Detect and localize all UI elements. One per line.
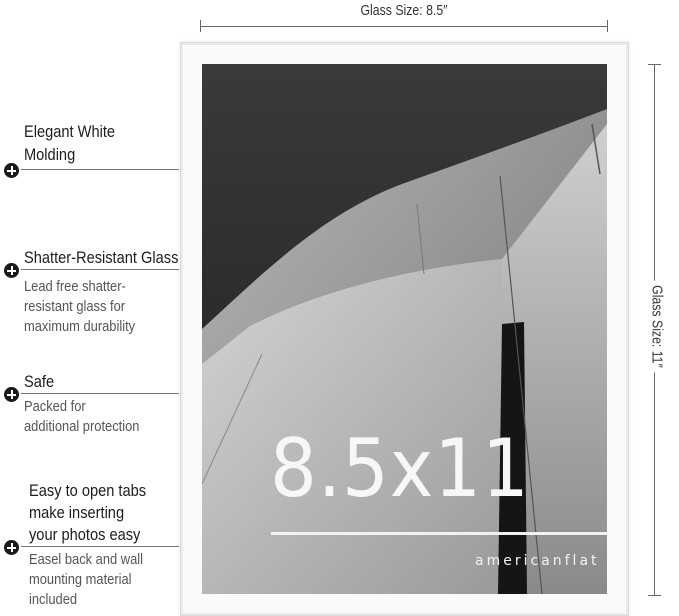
feature-title-line: Molding: [24, 145, 76, 164]
glass-width-dimension: [200, 0, 608, 40]
width-dimension-tick-right: [607, 20, 608, 32]
feature-description-line: Packed for: [24, 398, 86, 415]
height-dimension-tick-bottom: [648, 595, 661, 596]
feature-title-line: Easy to open tabs: [29, 481, 147, 500]
brand-logo-text: americanflat: [475, 553, 600, 569]
feature-description-line: resistant glass for: [24, 298, 126, 315]
feature-divider: [21, 269, 179, 270]
feature-divider: [21, 169, 179, 170]
feature-divider: [21, 393, 179, 394]
feature-title-line: your photos easy: [29, 525, 141, 544]
feature-description-line: Easel back and wall: [29, 551, 144, 568]
feature-description-line: Lead free shatter-: [24, 278, 126, 295]
height-dimension-tick-top: [648, 64, 661, 65]
feature-description-line: mounting material: [29, 571, 132, 588]
plus-circle-icon: [4, 540, 19, 555]
glass-width-label: Glass Size: 8.5″: [356, 2, 453, 19]
feature-description-line: additional protection: [24, 418, 140, 435]
frame-size-text: 8.5x11: [270, 422, 530, 515]
feature-title-line: Safe: [24, 372, 55, 391]
plus-circle-icon: [4, 163, 19, 178]
feature-description-line: maximum durability: [24, 318, 136, 335]
feature-description-line: included: [29, 591, 78, 608]
size-text-underline: [271, 532, 607, 535]
feature-title-line: Elegant White: [24, 122, 116, 141]
plus-circle-icon: [4, 263, 19, 278]
glass-height-dimension: [644, 64, 668, 596]
width-dimension-tick-left: [200, 20, 201, 32]
width-dimension-line: [200, 26, 608, 27]
feature-title-line: make inserting: [29, 503, 125, 522]
feature-divider: [21, 546, 179, 547]
plus-circle-icon: [4, 387, 19, 402]
glass-height-label: Glass Size: 11″: [649, 280, 666, 373]
feature-title-line: Shatter-Resistant Glass: [24, 248, 179, 267]
